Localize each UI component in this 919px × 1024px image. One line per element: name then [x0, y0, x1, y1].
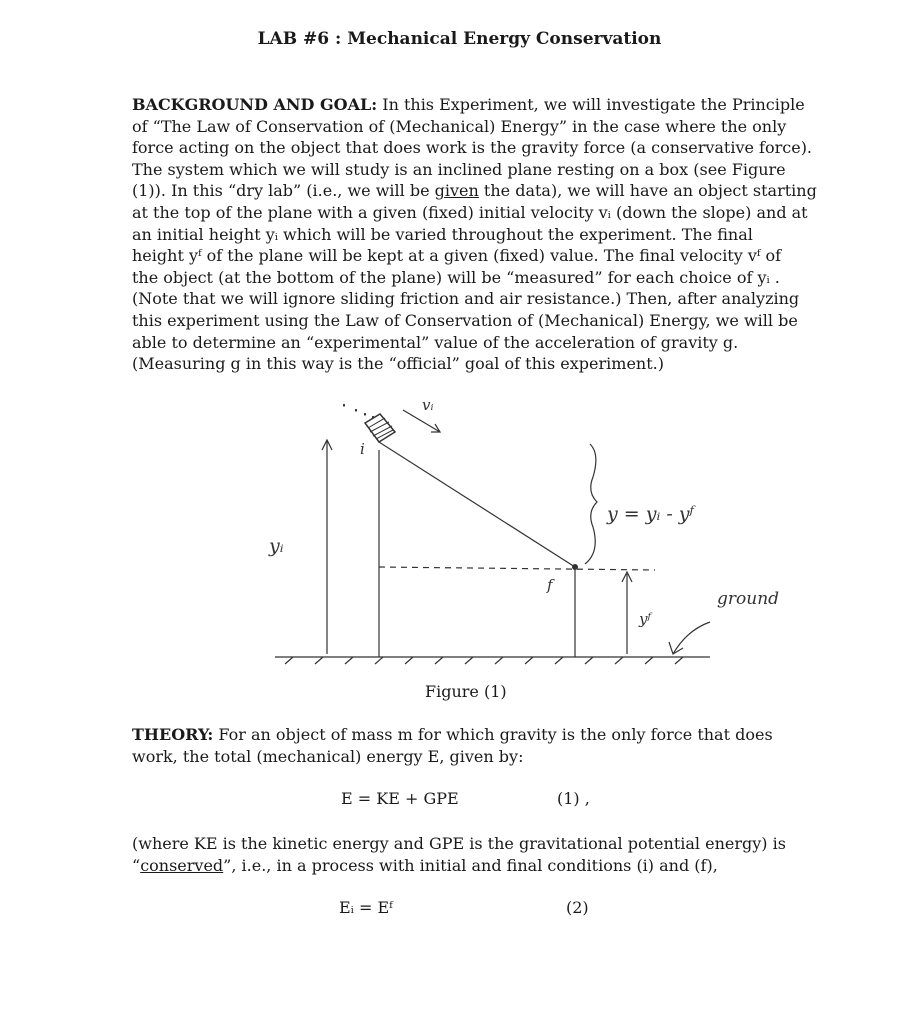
equation-1-number: (1) ,	[557, 789, 590, 808]
label-vi: vᵢ	[422, 396, 434, 414]
background-line-11: this experiment using the Law of Conservation of (Mechanical) Energy, we will be	[132, 310, 798, 330]
background-line-13: (Measuring g in this way is the “official” goal of this experiment.)	[132, 354, 664, 374]
motion-trail-dots	[344, 405, 373, 418]
background-line-6: at the top of the plane with a given (fixed) initial velocity vᵢ (down the slope) and at	[132, 202, 808, 222]
background-line-5-b: the data), we will have an object starting	[478, 181, 817, 201]
endpoint-dot	[572, 564, 578, 570]
incline-plane	[379, 442, 575, 567]
final-height-dashed-line	[379, 567, 655, 570]
background-paragraph	[132, 94, 817, 375]
figure-caption: Figure (1)	[425, 682, 507, 701]
label-ground: ground	[717, 589, 780, 609]
page-title: LAB #6 : Mechanical Energy Conservation	[257, 29, 662, 49]
equation-2: Eᵢ = Eᶠ	[339, 898, 393, 917]
conservation-line-1: (where KE is the kinetic energy and GPE is the gravitational potential energy) is	[132, 834, 786, 853]
underlined-given: given	[434, 181, 479, 201]
theory-paragraph	[132, 724, 812, 768]
open-quote: “	[132, 856, 141, 875]
theory-heading: THEORY:	[132, 725, 214, 744]
label-f: f	[547, 576, 553, 594]
label-y-equation: y = yᵢ - yᶠ	[607, 503, 694, 525]
label-i: i	[360, 440, 365, 458]
height-brace	[585, 444, 597, 564]
conservation-line-2-text: ”, i.e., in a process with initial and final conditions (i) and (f),	[223, 856, 718, 875]
background-line-12: able to determine an “experimental” value of the acceleration of gravity g.	[132, 332, 739, 352]
underlined-conserved: conserved	[140, 856, 224, 875]
background-heading: BACKGROUND AND GOAL:	[132, 95, 378, 114]
ground-pointer-arrow	[673, 622, 710, 654]
background-line-7: an initial height yᵢ which will be varied throughout the experiment. The final	[132, 224, 753, 244]
inclined-plane-figure	[255, 392, 815, 672]
background-line-4: The system which we will study is an inclined plane resting on a box (see Figure	[132, 159, 786, 179]
equation-1: E = KE + GPE	[341, 789, 459, 808]
background-line-8: height yᶠ of the plane will be kept at a given (fixed) value. The final velocity vᶠ of	[132, 246, 782, 266]
label-yi: yᵢ	[269, 535, 284, 557]
ground-hatching	[285, 657, 683, 664]
conservation-line-2	[132, 855, 812, 877]
theory-line-1	[132, 724, 812, 746]
background-line-1	[132, 94, 812, 116]
theory-line-1-text: For an object of mass m for which gravity is the only force that does	[213, 725, 773, 744]
background-line-5	[132, 180, 817, 202]
conservation-paragraph	[132, 833, 812, 877]
background-line-5-a: (1)). In this “dry lab” (i.e., we will be	[132, 181, 435, 201]
ground-pointer-arrowhead	[669, 642, 683, 654]
background-line-10: (Note that we will ignore sliding friction and air resistance.) Then, after analyzing	[132, 289, 800, 309]
background-line-2: of “The Law of Conservation of (Mechanical) Energy” in the case where the only	[132, 116, 787, 136]
background-line-1-text: In this Experiment, we will investigate the Principle	[377, 95, 805, 114]
sliding-object	[365, 414, 395, 442]
background-line-9: the object (at the bottom of the plane) will be “measured” for each choice of yᵢ .	[132, 267, 780, 287]
label-yf: yᶠ	[639, 610, 651, 628]
equation-2-number: (2)	[566, 898, 589, 917]
theory-line-2: work, the total (mechanical) energy E, given by:	[132, 747, 524, 766]
background-line-3: force acting on the object that does work is the gravity force (a conservative force).	[132, 138, 813, 158]
